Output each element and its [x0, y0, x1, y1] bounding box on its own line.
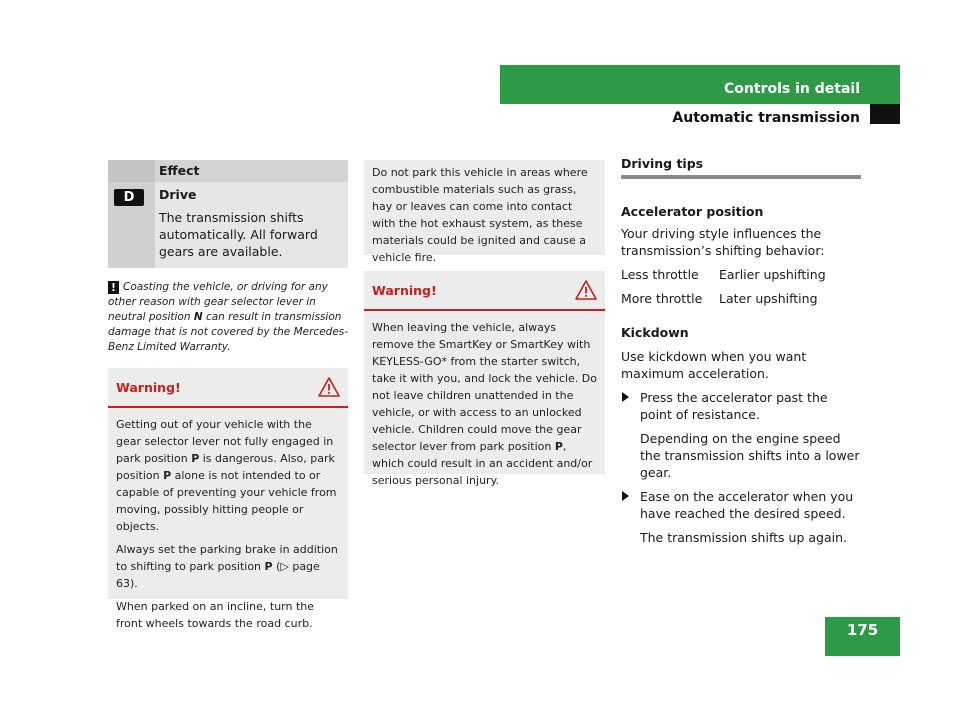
throttle-row [621, 290, 861, 307]
step-item [621, 389, 861, 423]
warning-label: Warning! [116, 379, 181, 395]
text-span: alone is not intended to or capable of preventing your vehicle from moving, possibly hitting people or objects. [116, 469, 337, 533]
page-reference: (▷ page 63). [116, 560, 320, 590]
step-text: Press the accelerator past the point of resistance. [640, 390, 828, 422]
warning-triangle-icon [318, 377, 340, 397]
fire-hazard-box [364, 160, 605, 264]
table-header [108, 160, 348, 182]
note-text-1: Coasting the vehicle, or driving for any other reason with gear selector lever in neutral position [108, 281, 328, 323]
position-letter: P [554, 440, 563, 453]
throttle-row [621, 266, 861, 283]
page-number: 175 [825, 617, 900, 656]
section-header-band [500, 65, 900, 104]
driving-tips-column [621, 155, 861, 546]
gear-description: The transmission shifts automatically. All forward gears are available. [159, 210, 318, 259]
text-span: is dangerous. Also, park position [116, 452, 335, 482]
gear-name: Drive [159, 187, 197, 202]
warning-paragraph [116, 541, 340, 592]
step-result: Depending on the engine speed the transmission shifts into a lower gear. [640, 431, 860, 480]
step-item [621, 488, 861, 522]
exclamation-icon: ! [108, 281, 119, 294]
gear-symbol-cell [108, 182, 155, 268]
text-span: When leaving the vehicle, always remove the SmartKey or SmartKey with KEYLESS-GO* from the starter switch, take it with you, and lock the vehicle. Do not leave children unattended in the vehicle, or with access to an unlocked vehicle. Children could move the gear selector lever from park position [372, 321, 598, 453]
position-letter: P [264, 560, 273, 573]
text-span: Always set the parking brake in addition to shifting to park position [116, 543, 338, 573]
table-header-symbol-cell [108, 160, 155, 182]
driving-tips-title: Driving tips [621, 155, 861, 179]
note-position: N [193, 311, 203, 323]
step-result: The transmission shifts up again. [640, 530, 847, 545]
warning-box-park [108, 368, 348, 630]
subsection-title: Automatic transmission [672, 110, 860, 126]
note-text-2: can result in transmission damage that is not covered by the Mercedes-Benz Limited Warranty. [108, 311, 349, 353]
kickdown-heading: Kickdown [621, 325, 689, 340]
table-row [108, 182, 348, 268]
bullet-arrow-icon [622, 491, 629, 501]
warning-body [364, 311, 605, 495]
header-marker-block [870, 104, 900, 124]
gear-effect-cell [155, 182, 348, 268]
warning-body [108, 408, 348, 644]
accelerator-text: Your driving style influences the transmission’s shifting behavior: [621, 226, 825, 258]
throttle-label: More throttle [621, 291, 703, 306]
gear-position-table [108, 160, 348, 268]
warning-triangle-icon [575, 280, 597, 300]
kickdown-text: Use kickdown when you want maximum acceleration. [621, 349, 807, 381]
gear-d-icon: D [114, 189, 144, 206]
warning-header [108, 368, 348, 408]
damage-note [108, 280, 350, 355]
step-text: Ease on the accelerator when you have reached the desired speed. [640, 489, 854, 521]
warning-label: Warning! [372, 282, 437, 298]
warning-paragraph: When parked on an incline, turn the front wheels towards the road curb. [116, 600, 315, 630]
text-span: Getting out of your vehicle with the gear selector lever not fully engaged in park position [116, 418, 334, 465]
warning-header [364, 271, 605, 311]
position-letter: P [163, 469, 172, 482]
table-header-effect: Effect [155, 160, 348, 182]
bullet-arrow-icon [622, 392, 629, 402]
warning-paragraph [116, 416, 340, 535]
position-letter: P [191, 452, 200, 465]
section-title: Controls in detail [724, 81, 860, 97]
accelerator-heading: Accelerator position [621, 204, 764, 219]
warning-box-children [364, 271, 605, 487]
shift-effect: Earlier upshifting [719, 267, 826, 282]
shift-effect: Later upshifting [719, 291, 818, 306]
fire-hazard-text: Do not park this vehicle in areas where combustible materials such as grass, hay or leaves can come into contact with the hot exhaust system, as these materials could be ignited and cause a vehicle fire. [372, 166, 588, 264]
text-span: , which could result in an accident and/or serious personal injury. [372, 440, 593, 487]
throttle-label: Less throttle [621, 267, 699, 282]
